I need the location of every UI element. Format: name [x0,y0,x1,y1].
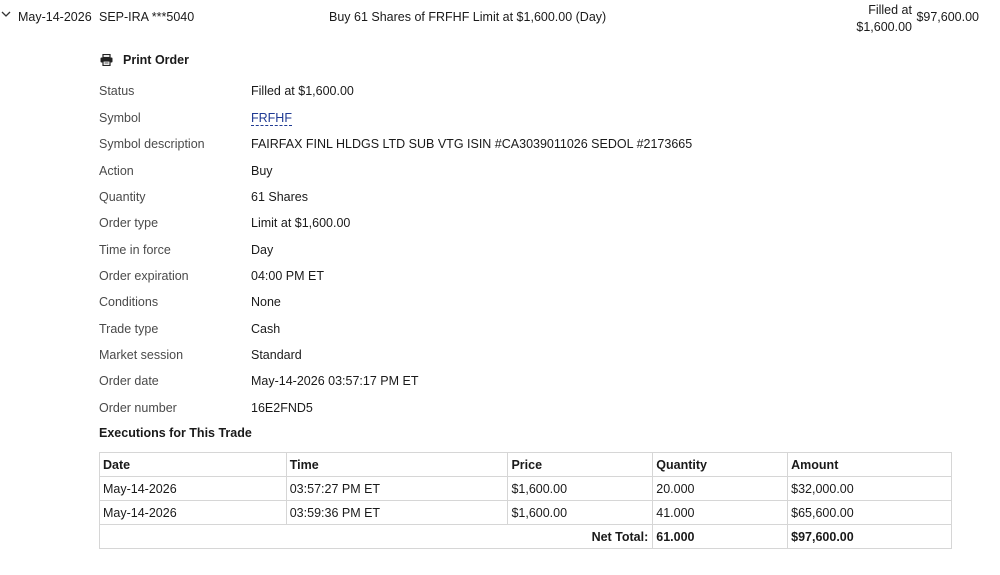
detail-value: Filled at $1,600.00 [251,84,354,98]
account-name: SEP-IRA ***5040 [99,10,195,24]
detail-row-order-date [99,372,959,390]
executions-title: Executions for This Trade [99,426,252,440]
detail-value: Buy [251,164,273,178]
detail-label: Status [99,84,135,98]
detail-row-symbol-description [99,135,959,153]
detail-value: 61 Shares [251,190,308,204]
cell-price: $1,600.00 [508,501,653,525]
detail-row-order-number [99,399,959,417]
order-date: May-14-2026 [18,10,92,24]
detail-label: Order date [99,374,159,388]
order-status-line2: $1,600.00 [856,20,912,34]
cell-amount: $32,000.00 [788,477,952,501]
order-amount: $97,600.00 [916,10,979,24]
detail-value: 04:00 PM ET [251,269,324,283]
cell-time: 03:57:27 PM ET [286,477,508,501]
detail-label: Action [99,164,134,178]
net-total-label: Net Total: [286,525,653,549]
detail-value: FAIRFAX FINL HLDGS LTD SUB VTG ISIN #CA3039011026 SEDOL #2173665 [251,137,693,151]
detail-value: May-14-2026 03:57:17 PM ET [251,374,419,388]
detail-value: Day [251,243,274,257]
net-total-quantity: 61.000 [653,525,788,549]
detail-label: Symbol [99,111,141,125]
order-description: Buy 61 Shares of FRFHF Limit at $1,600.00 (Day) [329,10,607,24]
detail-row-action [99,162,959,180]
order-status-line1: Filled at [868,3,912,17]
detail-row-market-session [99,346,959,364]
detail-row-conditions [99,293,959,311]
print-order-label: Print Order [123,53,189,67]
order-status [856,2,912,36]
detail-label: Conditions [99,295,159,309]
table-header-row [100,453,952,477]
chevron-down-icon[interactable] [0,8,12,20]
cell-quantity: 20.000 [653,477,788,501]
column-header-price: Price [508,453,653,477]
net-total-row [100,525,952,549]
detail-row-symbol [99,109,959,127]
column-header-date: Date [100,453,287,477]
print-order-button[interactable] [100,51,189,69]
order-summary-row[interactable] [0,0,1000,40]
detail-label: Quantity [99,190,146,204]
cell-date: May-14-2026 [100,477,287,501]
executions-table [99,452,952,549]
detail-label: Market session [99,348,184,362]
detail-value: None [251,295,281,309]
detail-label: Symbol description [99,137,205,151]
column-header-amount: Amount [788,453,952,477]
detail-row-trade-type [99,320,959,338]
detail-label: Order expiration [99,269,189,283]
detail-label: Trade type [99,322,159,336]
detail-value: Cash [251,322,281,336]
net-total-amount: $97,600.00 [788,525,952,549]
symbol-link[interactable]: FRFHF [251,111,292,125]
cell-time: 03:59:36 PM ET [286,501,508,525]
blank-cell [100,525,287,549]
detail-label: Order type [99,216,159,230]
detail-value: Standard [251,348,302,362]
column-header-quantity: Quantity [653,453,788,477]
detail-value: Limit at $1,600.00 [251,216,351,230]
detail-row-status [99,82,959,100]
cell-amount: $65,600.00 [788,501,952,525]
cell-quantity: 41.000 [653,501,788,525]
table-row [100,477,952,501]
cell-price: $1,600.00 [508,477,653,501]
column-header-time: Time [286,453,508,477]
detail-label: Order number [99,401,177,415]
table-row [100,501,952,525]
detail-row-time-in-force [99,241,959,259]
detail-label: Time in force [99,243,171,257]
detail-value: 16E2FND5 [251,401,313,415]
detail-row-order-type [99,214,959,232]
cell-date: May-14-2026 [100,501,287,525]
detail-row-order-expiration [99,267,959,285]
detail-row-quantity [99,188,959,206]
printer-icon [100,54,113,66]
